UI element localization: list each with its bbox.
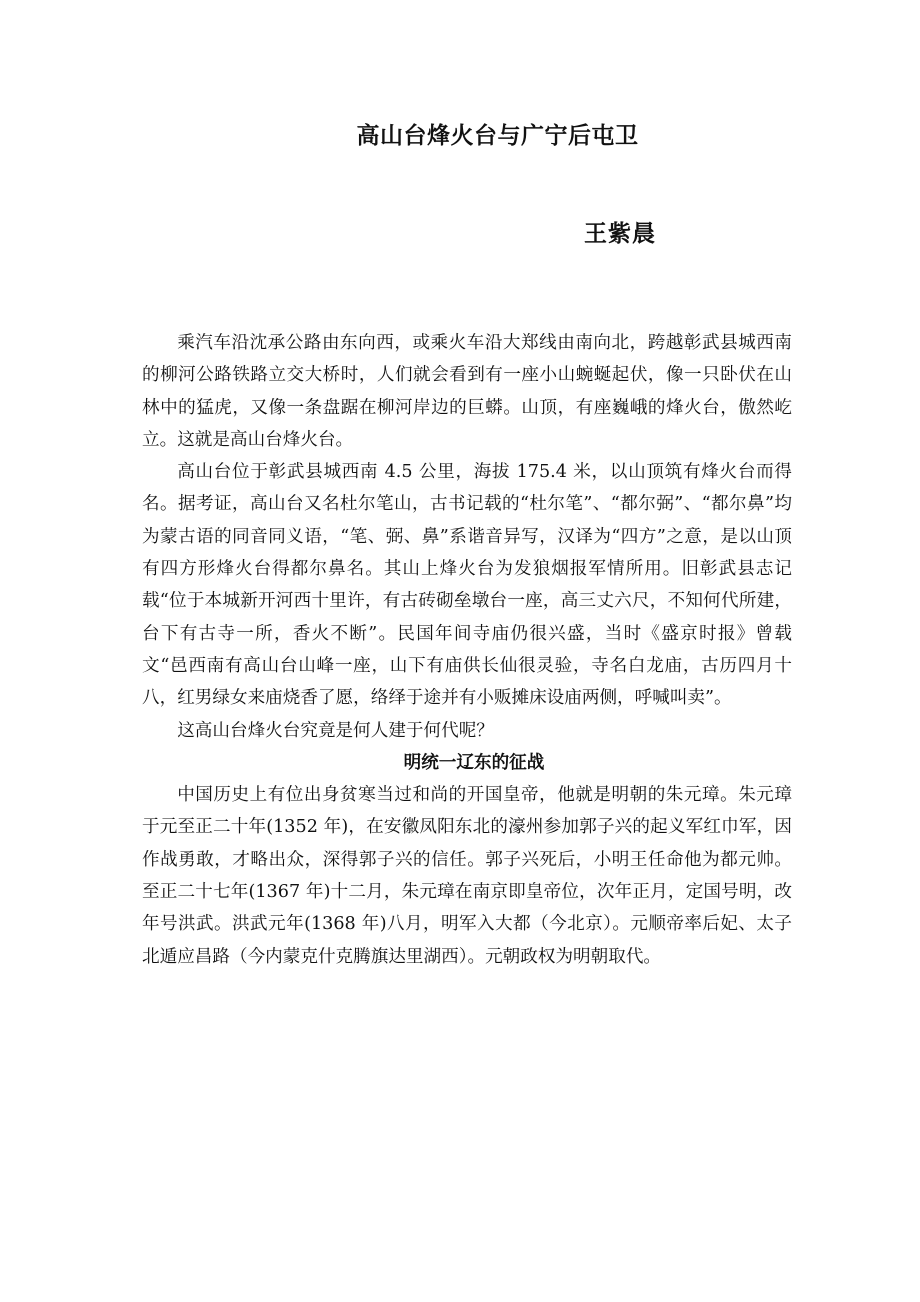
document-title: 高山台烽火台与广宁后屯卫 bbox=[356, 123, 639, 149]
author-name: 王紫晨 bbox=[584, 221, 656, 247]
paragraph-question: 这高山台烽火台究竟是何人建于何代呢？ bbox=[177, 720, 494, 741]
section-heading: 明统一辽东的征战 bbox=[403, 752, 545, 773]
paragraph-intro: 乘汽车沿沈承公路由东向西，或乘火车沿大郑线由南向北，跨越彰武县城西南的柳河公路铁路立交大桥时，人们就会看到有一座小山蜿蜒起伏，像一只卧伏在山林中的猛虎，又像一条盘踞在柳河岸边的巨蟒。山顶，有座巍峨的烽火台，傲然屹立。这就是高山台烽火台。 bbox=[142, 333, 792, 450]
paragraph-ming-history: 中国历史上有位出身贫寒当过和尚的开国皇帝，他就是明朝的朱元璋。朱元璋于元至正二十年(1352 年)，在安徽凤阳东北的濠州参加郭子兴的起义军红巾军，因作战勇敢，才略出众，深得郭子兴的信任。郭子兴死后，小明王任命他为都元帅。至正二十七年(1367 年)十二月，朱元璋在南京即皇帝位，次年正月，定国号明，改年号洪武。洪武元年(1368 年)八月，明军入大都（今北京）。元顺帝率后妃、太子北遁应昌路（今内蒙克什克腾旗达里湖西）。元朝政权为明朝取代。 bbox=[142, 785, 792, 967]
paragraph-location: 高山台位于彰武县城西南 4.5 公里，海拔 175.4 米，以山顶筑有烽火台而得名。据考证，高山台又名杜尔笔山，古书记载的“杜尔笔”、“都尔弼”、“都尔鼻”均为蒙古语的同音同义语，“笔、弼、鼻”系谐音异写，汉译为“四方”之意，是以山顶有四方形烽火台得都尔鼻名。其山上烽火台为发狼烟报军情所用。旧彰武县志记载“位于本城新开河西十里许，有古砖砌垒墩台一座，高三丈六尺，不知何代所建，台下有古寺一所，香火不断”。民国年间寺庙仍很兴盛，当时《盛京时报》曾载文“邑西南有高山台山峰一座，山下有庙供长仙很灵验，寺名白龙庙，古历四月十八，红男绿女来庙烧香了愿，络绎于途并有小贩摊床设庙两侧，呼喊叫卖”。 bbox=[142, 462, 792, 709]
document-body bbox=[142, 327, 792, 973]
